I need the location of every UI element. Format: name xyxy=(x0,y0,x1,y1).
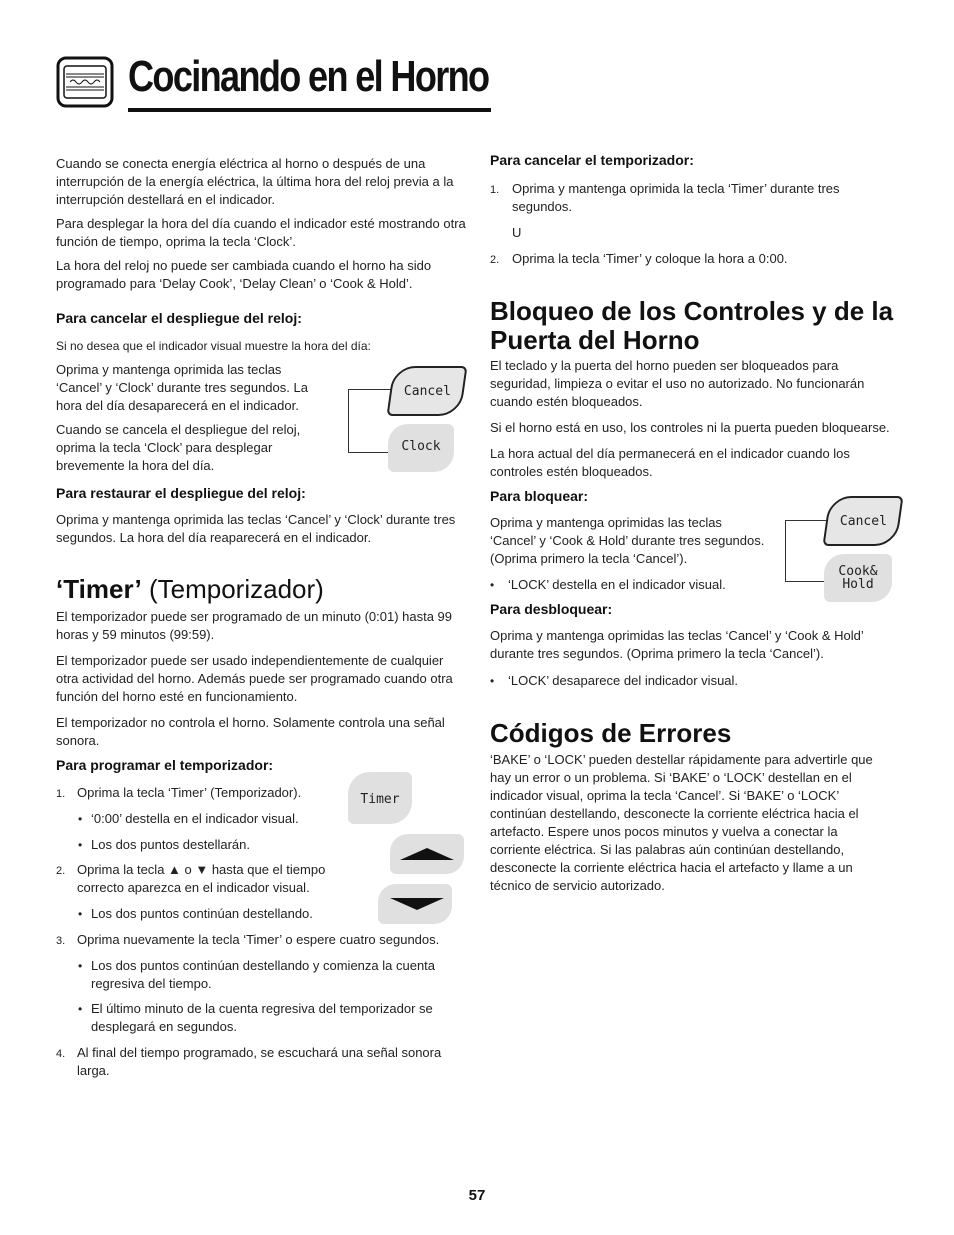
lock-paragraph: Si el horno está en uso, los controles ni la puerta pueden bloquearse. xyxy=(490,420,890,435)
bullet-icon: • xyxy=(490,578,495,592)
lock-paragraph: La hora actual del día permanecerá en el indicador cuando los controles estén bloqueados. xyxy=(490,446,850,479)
up-arrow-key[interactable] xyxy=(390,834,464,874)
up-arrow-icon xyxy=(390,834,464,874)
cook-hold-key[interactable]: Cook& Hold xyxy=(824,554,892,602)
timer-paragraph: El temporizador no controla el horno. Solamente controla una señal sonora. xyxy=(56,715,445,748)
lock-paragraph: El teclado y la puerta del horno pueden ser bloqueados para seguridad, limpieza o evitar el uso no autorizado. No funcionarán cuando estén bloqueados. xyxy=(490,358,865,409)
key-bracket xyxy=(785,520,826,582)
restore-clock-text: Oprima y mantenga oprimida las teclas ‘Cancel’ y ‘Clock’ durante tres segundos. La hora del día reaparecerá en el indicador. xyxy=(56,512,456,545)
step-text: Oprima la tecla ‘Timer’ (Temporizador). xyxy=(77,785,302,800)
timer-paragraph: El temporizador puede ser programado de un minuto (0:01) hasta 99 horas y 59 minutos (99:59). xyxy=(56,609,453,642)
timer-heading: ‘Timer’ (Temporizador) xyxy=(56,574,324,604)
bullet-icon: • xyxy=(78,907,83,921)
bullet-icon: • xyxy=(78,1002,83,1016)
cancel-timer-heading: Para cancelar el temporizador: xyxy=(490,152,694,168)
unlock-subheading: Para desbloquear: xyxy=(490,601,613,617)
step-bullet: El último minuto de la cuenta regresiva del temporizador se desplegará en segundos. xyxy=(91,1001,433,1034)
intro-paragraph: Cuando se conecta energía eléctrica al horno o después de una interrupción de la energía eléctrica, la última hora del reloj previa a la interrupción destellará en el indicador. xyxy=(56,156,454,207)
step-number: 1. xyxy=(56,788,66,800)
step-bullet: Los dos puntos destellarán. xyxy=(91,837,250,852)
cancel-key[interactable]: Cancel xyxy=(822,496,903,546)
cancel-clock-heading: Para cancelar el despliegue del reloj: xyxy=(56,310,302,326)
errors-heading: Códigos de Errores xyxy=(490,718,732,748)
down-arrow-key[interactable] xyxy=(378,884,452,924)
cancel-clock-note: Cuando se cancela el despliegue del reloj, oprima la tecla ‘Clock’ para desplegar brevemente la hora del día. xyxy=(56,422,301,473)
unlock-bullet: ‘LOCK’ desaparece del indicador visual. xyxy=(508,673,739,688)
or-text: U xyxy=(512,225,522,240)
step-text: Oprima la tecla ▲ o ▼ hasta que el tiempo correcto aparezca en el indicador visual. xyxy=(77,862,326,895)
step-bullet: Los dos puntos continúan destellando. xyxy=(91,906,313,921)
step-number: 3. xyxy=(56,935,66,947)
bullet-icon: • xyxy=(490,674,495,688)
cancel-clock-text: Oprima y mantenga oprimida las teclas ‘Cancel’ y ‘Clock’ durante tres segundos. La hora del día desaparecerá en el indicador. xyxy=(56,362,308,413)
intro-paragraph: Para desplegar la hora del día cuando el indicador esté mostrando otra función de tiempo, oprima la tecla ‘Clock’. xyxy=(56,216,466,249)
down-arrow-icon xyxy=(378,884,452,924)
unlock-text: Oprima y mantenga oprimidas las teclas ‘Cancel’ y ‘Cook & Hold’ durante tres segundos. (Oprima primero la tecla ‘Cancel’). xyxy=(490,628,864,661)
page-number: 57 xyxy=(468,1187,486,1204)
step-bullet: ‘0:00’ destella en el indicador visual. xyxy=(91,811,299,826)
title-underline xyxy=(128,108,491,112)
errors-text: ‘BAKE’ o ‘LOCK’ pueden destellar rápidamente para advertirle que hay un error o un problema. Si ‘BAKE’ o ‘LOCK’ destellan en el indicador visual, oprima la tecla ‘Cancel’. Si ‘BAKE’ o ‘LOCK’ continúan destellando, desconecte la corriente eléctrica hacia el artefacto. Espere unos pocos minutos y vuelva a conectar la corriente eléctrica. Si las palabras aún continúan destellando, desconecte la corriente eléctrica hacia el artefacto y llame a un técnico de servicio autorizado. xyxy=(490,752,873,893)
clock-key[interactable]: Clock xyxy=(388,424,454,472)
cancel-clock-lead: Si no desea que el indicador visual muestre la hora del día: xyxy=(56,339,371,353)
key-bracket xyxy=(348,389,391,453)
step-text: Al final del tiempo programado, se escuchará una señal sonora larga. xyxy=(77,1045,442,1078)
cancel-key[interactable]: Cancel xyxy=(386,366,467,416)
bullet-icon: • xyxy=(78,812,83,826)
step-text: Oprima nuevamente la tecla ‘Timer’ o espere cuatro segundos. xyxy=(77,932,440,947)
program-timer-heading: Para programar el temporizador: xyxy=(56,757,274,773)
step-text: Oprima y mantenga oprimida la tecla ‘Timer’ durante tres segundos. xyxy=(512,181,840,214)
lock-text: Oprima y mantenga oprimidas las teclas ‘Cancel’ y ‘Cook & Hold’ durante tres segundos. (Oprima primero la tecla ‘Cancel’). xyxy=(490,515,765,566)
lock-subheading: Para bloquear: xyxy=(490,488,589,504)
intro-paragraph: La hora del reloj no puede ser cambiada cuando el horno ha sido programado para ‘Delay Cook’, ‘Delay Clean’ o ‘Cook & Hold’. xyxy=(56,258,432,291)
timer-key[interactable]: Timer xyxy=(348,772,412,824)
step-number: 4. xyxy=(56,1048,66,1060)
step-number: 2. xyxy=(490,254,500,266)
step-number: 2. xyxy=(56,865,66,877)
timer-paragraph: El temporizador puede ser usado independientemente de cualquier otra actividad del horno. Además puede ser programado cuando otra función del horno esté en funcionamiento. xyxy=(56,653,453,704)
lock-heading: Bloqueo de los Controles y de la Puerta del Horno xyxy=(490,296,894,355)
lock-bullet: ‘LOCK’ destella en el indicador visual. xyxy=(508,577,726,592)
step-number: 1. xyxy=(490,184,500,196)
page-title: Cocinando en el Horno xyxy=(128,52,489,101)
bullet-icon: • xyxy=(78,959,83,973)
step-bullet: Los dos puntos continúan destellando y comienza la cuenta regresiva del tiempo. xyxy=(91,958,436,991)
step-text: Oprima la tecla ‘Timer’ y coloque la hora a 0:00. xyxy=(512,251,788,266)
bullet-icon: • xyxy=(78,838,83,852)
oven-icon xyxy=(56,56,114,108)
restore-clock-heading: Para restaurar el despliegue del reloj: xyxy=(56,485,306,501)
